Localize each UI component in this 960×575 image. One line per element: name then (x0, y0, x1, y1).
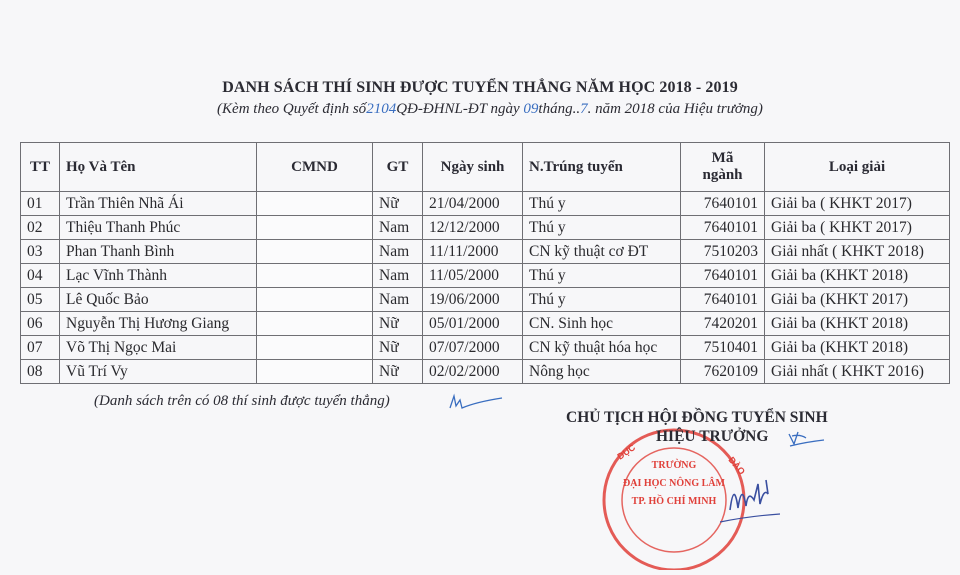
cell-major: Nông học (523, 360, 681, 384)
cell-tt: 08 (21, 360, 60, 384)
header-tt: TT (21, 143, 60, 192)
cell-code: 7620109 (681, 360, 765, 384)
cell-major: CN kỹ thuật hóa học (523, 336, 681, 360)
cell-name: Võ Thị Ngọc Mai (60, 336, 257, 360)
cell-gender: Nữ (373, 360, 423, 384)
cell-gender: Nữ (373, 312, 423, 336)
cell-name: Lê Quốc Bảo (60, 288, 257, 312)
handwritten-decision-number: 2104 (366, 101, 397, 117)
cell-gender: Nữ (373, 336, 423, 360)
header-award: Loại giải (765, 143, 950, 192)
table-row (21, 264, 950, 288)
cell-award: Giải ba (KHKT 2018) (765, 264, 950, 288)
initials-paraph-icon (446, 392, 506, 412)
cell-dob: 12/12/2000 (423, 216, 523, 240)
cell-name: Nguyễn Thị Hương Giang (60, 312, 257, 336)
signature-title: CHỦ TỊCH HỘI ĐỒNG TUYỂN SINH (566, 409, 828, 426)
cell-code: 7420201 (681, 312, 765, 336)
subtitle-mid: QĐ-ĐHNL-ĐT ngày (396, 101, 520, 117)
cell-tt: 07 (21, 336, 60, 360)
cell-name: Phan Thanh Bình (60, 240, 257, 264)
cell-award: Giải ba ( KHKT 2017) (765, 192, 950, 216)
svg-text:TRƯỜNG: TRƯỜNG (651, 460, 697, 471)
table-header-row (21, 143, 950, 192)
signature-subtitle: HIỆU TRƯỞNG (656, 428, 769, 445)
cell-gender: Nữ (373, 192, 423, 216)
header-code (681, 143, 765, 192)
cell-major: Thú y (523, 264, 681, 288)
cell-award: Giải ba (KHKT 2017) (765, 288, 950, 312)
cell-dob: 05/01/2000 (423, 312, 523, 336)
cell-code: 7640101 (681, 288, 765, 312)
cell-tt: 04 (21, 264, 60, 288)
table-row (21, 360, 950, 384)
header-cmnd: CMND (257, 143, 373, 192)
header-code-line1: Mã (711, 150, 734, 166)
cell-name: Trần Thiên Nhã Ái (60, 192, 257, 216)
cell-tt: 01 (21, 192, 60, 216)
subtitle-prefix: (Kèm theo Quyết định số (217, 101, 367, 117)
cell-name: Thiệu Thanh Phúc (60, 216, 257, 240)
table-row (21, 336, 950, 360)
cell-award: Giải ba ( KHKT 2017) (765, 216, 950, 240)
cell-name: Lạc Vĩnh Thành (60, 264, 257, 288)
svg-text:TP. HỒ CHÍ MINH: TP. HỒ CHÍ MINH (631, 496, 717, 507)
cell-dob: 02/02/2000 (423, 360, 523, 384)
table-row (21, 288, 950, 312)
cell-gender: Nam (373, 216, 423, 240)
header-name: Họ Và Tên (60, 143, 257, 192)
cell-award: Giải ba (KHKT 2018) (765, 336, 950, 360)
cell-dob: 21/04/2000 (423, 192, 523, 216)
cell-major: CN. Sinh học (523, 312, 681, 336)
table-row (21, 312, 950, 336)
cell-code: 7640101 (681, 264, 765, 288)
cell-gender: Nam (373, 264, 423, 288)
cell-cmnd (257, 264, 373, 288)
header-dob: Ngày sinh (423, 143, 523, 192)
table-row (21, 192, 950, 216)
cell-tt: 02 (21, 216, 60, 240)
cell-dob: 07/07/2000 (423, 336, 523, 360)
cell-cmnd (257, 192, 373, 216)
cell-cmnd (257, 336, 373, 360)
handwritten-signature-icon (720, 470, 780, 530)
table-row (21, 240, 950, 264)
initials-mark-icon (786, 428, 826, 448)
handwritten-day: 09 (523, 101, 539, 117)
cell-tt: 03 (21, 240, 60, 264)
document-subtitle: (Kèm theo Quyết định số2104QĐ-ĐHNL-ĐT ngày 09tháng..7. năm 2018 của Hiệu trưởng) (217, 101, 763, 117)
footnote: (Danh sách trên có 08 thí sinh được tuyển thẳng) (94, 393, 390, 409)
cell-major: Thú y (523, 216, 681, 240)
cell-cmnd (257, 288, 373, 312)
handwritten-month: 7 (580, 101, 588, 117)
cell-award: Giải nhất ( KHKT 2016) (765, 360, 950, 384)
header-code-line2: ngành (702, 167, 743, 183)
cell-major: CN kỹ thuật cơ ĐT (523, 240, 681, 264)
cell-dob: 19/06/2000 (423, 288, 523, 312)
subtitle-month-label: tháng (538, 101, 573, 117)
header-gender: GT (373, 143, 423, 192)
cell-code: 7510203 (681, 240, 765, 264)
svg-text:ĐẠI HỌC NÔNG LÂM: ĐẠI HỌC NÔNG LÂM (623, 478, 725, 489)
admission-table (20, 142, 950, 384)
cell-gender: Nam (373, 288, 423, 312)
cell-cmnd (257, 360, 373, 384)
svg-text:ĐÀO: ĐÀO (726, 454, 747, 477)
cell-dob: 11/11/2000 (423, 240, 523, 264)
cell-code: 7640101 (681, 192, 765, 216)
cell-cmnd (257, 312, 373, 336)
svg-text:DỤC: DỤC (615, 442, 638, 462)
cell-award: Giải ba (KHKT 2018) (765, 312, 950, 336)
header-major: N.Trúng tuyển (523, 143, 681, 192)
document-title: DANH SÁCH THÍ SINH ĐƯỢC TUYỂN THẲNG NĂM HỌC 2018 - 2019 (222, 79, 738, 96)
cell-gender: Nam (373, 240, 423, 264)
cell-code: 7510401 (681, 336, 765, 360)
cell-major: Thú y (523, 192, 681, 216)
table-row (21, 216, 950, 240)
cell-tt: 06 (21, 312, 60, 336)
cell-name: Vũ Trí Vy (60, 360, 257, 384)
cell-code: 7640101 (681, 216, 765, 240)
cell-major: Thú y (523, 288, 681, 312)
cell-dob: 11/05/2000 (423, 264, 523, 288)
cell-tt: 05 (21, 288, 60, 312)
cell-cmnd (257, 240, 373, 264)
cell-cmnd (257, 216, 373, 240)
subtitle-suffix: năm 2018 của Hiệu trưởng) (595, 101, 763, 117)
cell-award: Giải nhất ( KHKT 2018) (765, 240, 950, 264)
